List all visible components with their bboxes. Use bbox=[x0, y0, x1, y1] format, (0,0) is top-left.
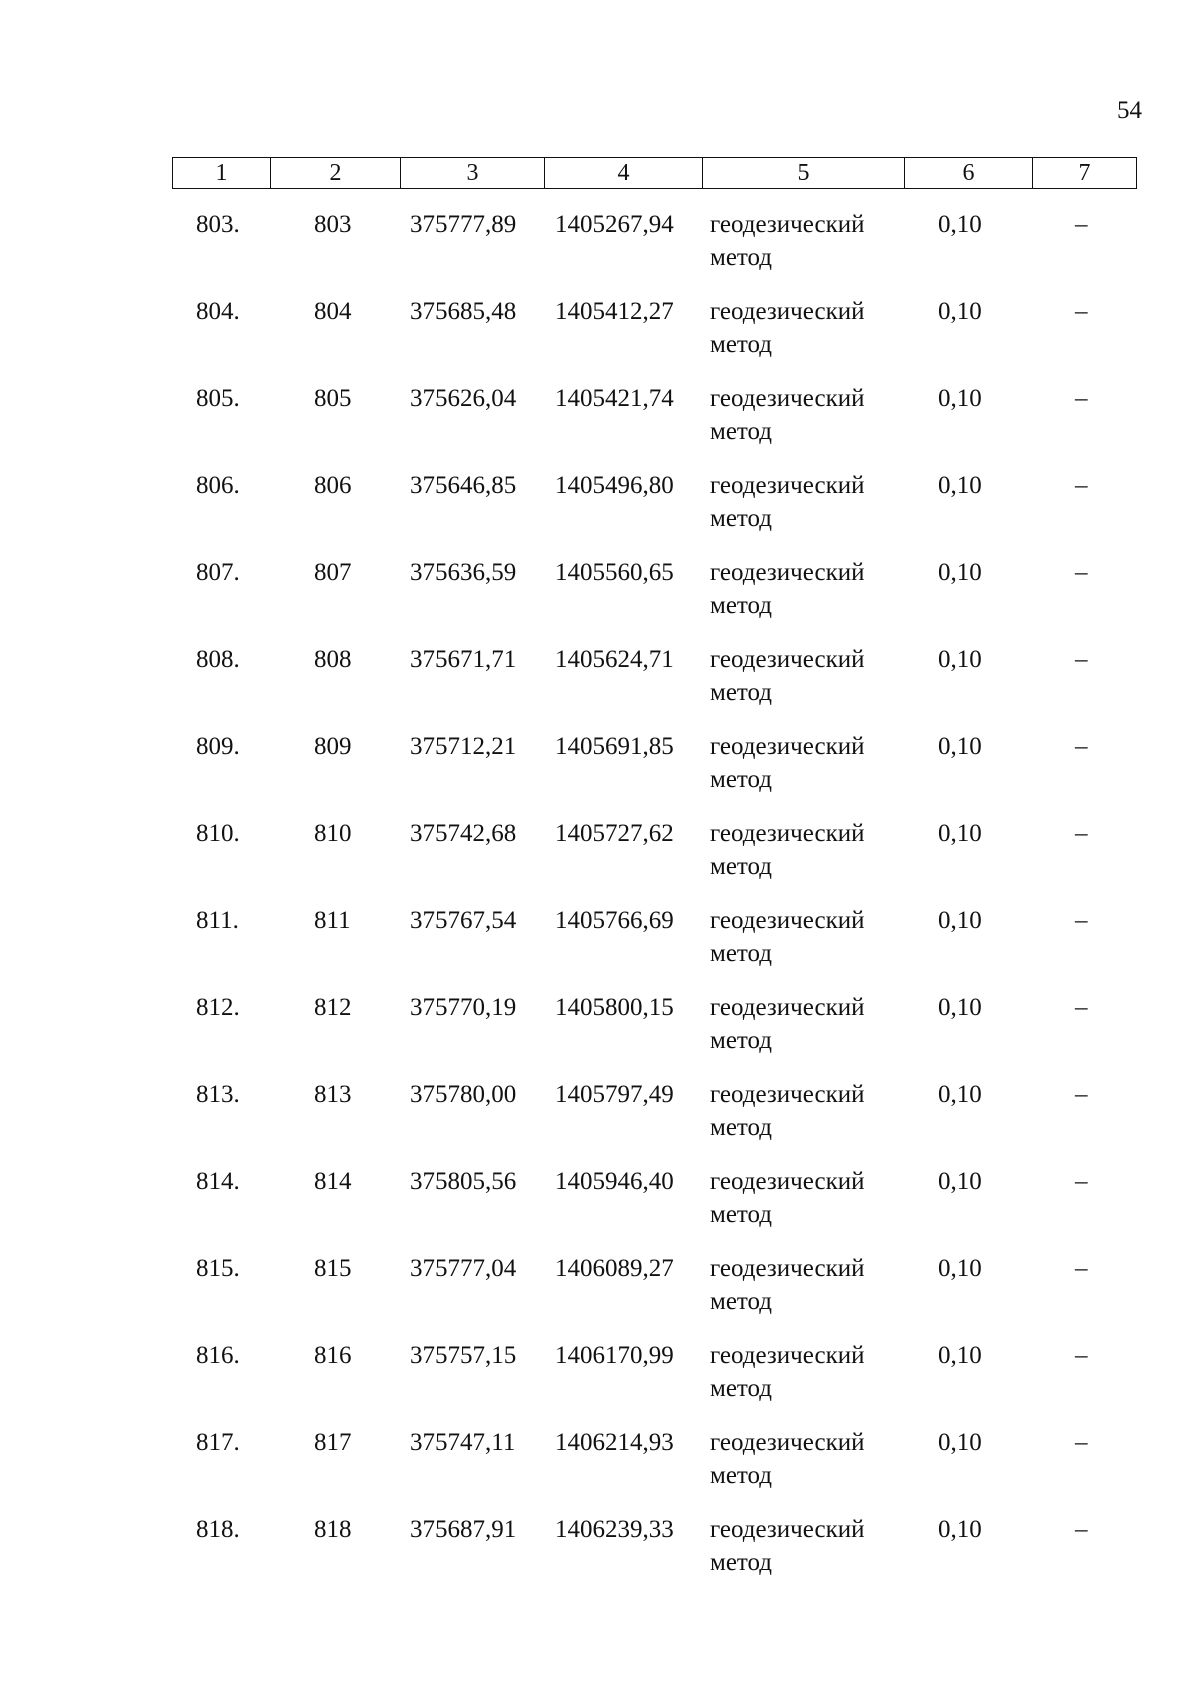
accuracy-cell: 0,10 bbox=[938, 385, 982, 412]
accuracy-cell: 0,10 bbox=[938, 646, 982, 673]
method-text-line: метод bbox=[710, 418, 773, 445]
x-coordinate-cell: 375780,00 bbox=[410, 1081, 517, 1108]
method-cell bbox=[710, 817, 910, 883]
method-text-line: метод bbox=[710, 1549, 773, 1576]
point-id-cell: 815 bbox=[314, 1255, 352, 1282]
column-header-2: 2 bbox=[271, 158, 401, 189]
method-cell bbox=[710, 295, 910, 361]
y-coordinate-cell: 1405560,65 bbox=[555, 559, 674, 586]
method-cell bbox=[710, 730, 910, 796]
column-header-5: 5 bbox=[703, 158, 905, 189]
table-row bbox=[172, 730, 1136, 817]
accuracy-cell: 0,10 bbox=[938, 211, 982, 238]
accuracy-cell: 0,10 bbox=[938, 1255, 982, 1282]
accuracy-cell: 0,10 bbox=[938, 1081, 982, 1108]
accuracy-cell: 0,10 bbox=[938, 994, 982, 1021]
accuracy-cell: 0,10 bbox=[938, 1342, 982, 1369]
y-coordinate-cell: 1406170,99 bbox=[555, 1342, 674, 1369]
row-number-cell: 816. bbox=[196, 1342, 240, 1369]
row-number-cell: 809. bbox=[196, 733, 240, 760]
method-text-line: метод bbox=[710, 1462, 773, 1489]
row-number-cell: 814. bbox=[196, 1168, 240, 1195]
method-text-line: геодезический bbox=[710, 1168, 865, 1195]
method-text-line: геодезический bbox=[710, 1516, 865, 1543]
point-id-cell: 810 bbox=[314, 820, 352, 847]
row-number-cell: 813. bbox=[196, 1081, 240, 1108]
method-text-line: метод bbox=[710, 1027, 773, 1054]
table-row bbox=[172, 1339, 1136, 1426]
column-header-7: 7 bbox=[1033, 158, 1137, 189]
note-cell: – bbox=[1075, 1168, 1088, 1195]
column-header-6: 6 bbox=[905, 158, 1033, 189]
y-coordinate-cell: 1406239,33 bbox=[555, 1516, 674, 1543]
method-text-line: метод bbox=[710, 505, 773, 532]
row-number-cell: 807. bbox=[196, 559, 240, 586]
accuracy-cell: 0,10 bbox=[938, 820, 982, 847]
method-text-line: метод bbox=[710, 1201, 773, 1228]
x-coordinate-cell: 375747,11 bbox=[410, 1429, 516, 1456]
method-cell bbox=[710, 643, 910, 709]
method-cell bbox=[710, 1078, 910, 1144]
table-row bbox=[172, 1165, 1136, 1252]
method-cell bbox=[710, 1426, 910, 1492]
method-text-line: геодезический bbox=[710, 1429, 865, 1456]
y-coordinate-cell: 1405496,80 bbox=[555, 472, 674, 499]
note-cell: – bbox=[1075, 820, 1088, 847]
point-id-cell: 818 bbox=[314, 1516, 352, 1543]
note-cell: – bbox=[1075, 472, 1088, 499]
row-number-cell: 803. bbox=[196, 211, 240, 238]
method-cell bbox=[710, 208, 910, 274]
x-coordinate-cell: 375671,71 bbox=[410, 646, 517, 673]
point-id-cell: 812 bbox=[314, 994, 352, 1021]
y-coordinate-cell: 1405727,62 bbox=[555, 820, 674, 847]
point-id-cell: 808 bbox=[314, 646, 352, 673]
row-number-cell: 810. bbox=[196, 820, 240, 847]
row-number-cell: 812. bbox=[196, 994, 240, 1021]
note-cell: – bbox=[1075, 1516, 1088, 1543]
method-cell bbox=[710, 1339, 910, 1405]
note-cell: – bbox=[1075, 1255, 1088, 1282]
method-cell bbox=[710, 1513, 910, 1579]
table-row bbox=[172, 382, 1136, 469]
note-cell: – bbox=[1075, 385, 1088, 412]
note-cell: – bbox=[1075, 994, 1088, 1021]
point-id-cell: 803 bbox=[314, 211, 352, 238]
x-coordinate-cell: 375757,15 bbox=[410, 1342, 517, 1369]
row-number-cell: 805. bbox=[196, 385, 240, 412]
method-text-line: метод bbox=[710, 1114, 773, 1141]
table-row bbox=[172, 208, 1136, 295]
table-row bbox=[172, 469, 1136, 556]
row-number-cell: 818. bbox=[196, 1516, 240, 1543]
method-text-line: геодезический bbox=[710, 1342, 865, 1369]
accuracy-cell: 0,10 bbox=[938, 298, 982, 325]
y-coordinate-cell: 1405691,85 bbox=[555, 733, 674, 760]
note-cell: – bbox=[1075, 907, 1088, 934]
table-row bbox=[172, 991, 1136, 1078]
y-coordinate-cell: 1405624,71 bbox=[555, 646, 674, 673]
x-coordinate-cell: 375742,68 bbox=[410, 820, 517, 847]
accuracy-cell: 0,10 bbox=[938, 733, 982, 760]
method-text-line: метод bbox=[710, 244, 773, 271]
note-cell: – bbox=[1075, 1342, 1088, 1369]
point-id-cell: 809 bbox=[314, 733, 352, 760]
x-coordinate-cell: 375685,48 bbox=[410, 298, 517, 325]
x-coordinate-cell: 375777,89 bbox=[410, 211, 517, 238]
method-text-line: метод bbox=[710, 766, 773, 793]
row-number-cell: 808. bbox=[196, 646, 240, 673]
column-header-1: 1 bbox=[173, 158, 271, 189]
point-id-cell: 813 bbox=[314, 1081, 352, 1108]
method-cell bbox=[710, 1165, 910, 1231]
method-text-line: геодезический bbox=[710, 298, 865, 325]
method-text-line: геодезический bbox=[710, 1255, 865, 1282]
row-number-cell: 817. bbox=[196, 1429, 240, 1456]
method-text-line: геодезический bbox=[710, 211, 865, 238]
accuracy-cell: 0,10 bbox=[938, 1429, 982, 1456]
x-coordinate-cell: 375770,19 bbox=[410, 994, 517, 1021]
accuracy-cell: 0,10 bbox=[938, 1516, 982, 1543]
y-coordinate-cell: 1405766,69 bbox=[555, 907, 674, 934]
y-coordinate-cell: 1406089,27 bbox=[555, 1255, 674, 1282]
table-row bbox=[172, 556, 1136, 643]
coordinates-table-body bbox=[172, 208, 1136, 1600]
method-cell bbox=[710, 1252, 910, 1318]
method-text-line: метод bbox=[710, 853, 773, 880]
page-number: 54 bbox=[1117, 97, 1142, 124]
method-cell bbox=[710, 991, 910, 1057]
row-number-cell: 804. bbox=[196, 298, 240, 325]
method-text-line: метод bbox=[710, 1288, 773, 1315]
method-text-line: геодезический bbox=[710, 907, 865, 934]
table-row bbox=[172, 643, 1136, 730]
method-cell bbox=[710, 469, 910, 535]
table-row bbox=[172, 904, 1136, 991]
method-text-line: геодезический bbox=[710, 646, 865, 673]
note-cell: – bbox=[1075, 559, 1088, 586]
point-id-cell: 811 bbox=[314, 907, 351, 934]
x-coordinate-cell: 375712,21 bbox=[410, 733, 517, 760]
method-text-line: геодезический bbox=[710, 820, 865, 847]
table-row bbox=[172, 1078, 1136, 1165]
note-cell: – bbox=[1075, 1429, 1088, 1456]
method-text-line: геодезический bbox=[710, 385, 865, 412]
point-id-cell: 804 bbox=[314, 298, 352, 325]
x-coordinate-cell: 375805,56 bbox=[410, 1168, 517, 1195]
x-coordinate-cell: 375767,54 bbox=[410, 907, 517, 934]
method-text-line: геодезический bbox=[710, 1081, 865, 1108]
point-id-cell: 806 bbox=[314, 472, 352, 499]
point-id-cell: 817 bbox=[314, 1429, 352, 1456]
y-coordinate-cell: 1406214,93 bbox=[555, 1429, 674, 1456]
table-row bbox=[172, 1252, 1136, 1339]
table-row bbox=[172, 817, 1136, 904]
point-id-cell: 814 bbox=[314, 1168, 352, 1195]
column-header-3: 3 bbox=[401, 158, 545, 189]
note-cell: – bbox=[1075, 298, 1088, 325]
row-number-cell: 811. bbox=[196, 907, 239, 934]
x-coordinate-cell: 375777,04 bbox=[410, 1255, 517, 1282]
accuracy-cell: 0,10 bbox=[938, 907, 982, 934]
method-text-line: метод bbox=[710, 679, 773, 706]
y-coordinate-cell: 1405800,15 bbox=[555, 994, 674, 1021]
table-row bbox=[172, 295, 1136, 382]
row-number-cell: 806. bbox=[196, 472, 240, 499]
note-cell: – bbox=[1075, 733, 1088, 760]
method-text-line: метод bbox=[710, 592, 773, 619]
method-text-line: геодезический bbox=[710, 733, 865, 760]
method-text-line: метод bbox=[710, 1375, 773, 1402]
x-coordinate-cell: 375646,85 bbox=[410, 472, 517, 499]
column-header-4: 4 bbox=[545, 158, 703, 189]
accuracy-cell: 0,10 bbox=[938, 559, 982, 586]
table-row bbox=[172, 1513, 1136, 1600]
method-text-line: метод bbox=[710, 331, 773, 358]
note-cell: – bbox=[1075, 646, 1088, 673]
accuracy-cell: 0,10 bbox=[938, 1168, 982, 1195]
method-text-line: метод bbox=[710, 940, 773, 967]
y-coordinate-cell: 1405797,49 bbox=[555, 1081, 674, 1108]
row-number-cell: 815. bbox=[196, 1255, 240, 1282]
method-cell bbox=[710, 904, 910, 970]
x-coordinate-cell: 375626,04 bbox=[410, 385, 517, 412]
column-header-row bbox=[173, 158, 1137, 189]
accuracy-cell: 0,10 bbox=[938, 472, 982, 499]
x-coordinate-cell: 375687,91 bbox=[410, 1516, 517, 1543]
method-cell bbox=[710, 556, 910, 622]
y-coordinate-cell: 1405421,74 bbox=[555, 385, 674, 412]
point-id-cell: 805 bbox=[314, 385, 352, 412]
x-coordinate-cell: 375636,59 bbox=[410, 559, 517, 586]
note-cell: – bbox=[1075, 211, 1088, 238]
method-text-line: геодезический bbox=[710, 559, 865, 586]
note-cell: – bbox=[1075, 1081, 1088, 1108]
column-header-table bbox=[172, 157, 1137, 189]
method-text-line: геодезический bbox=[710, 994, 865, 1021]
y-coordinate-cell: 1405946,40 bbox=[555, 1168, 674, 1195]
point-id-cell: 816 bbox=[314, 1342, 352, 1369]
point-id-cell: 807 bbox=[314, 559, 352, 586]
table-row bbox=[172, 1426, 1136, 1513]
method-text-line: геодезический bbox=[710, 472, 865, 499]
y-coordinate-cell: 1405267,94 bbox=[555, 211, 674, 238]
y-coordinate-cell: 1405412,27 bbox=[555, 298, 674, 325]
method-cell bbox=[710, 382, 910, 448]
